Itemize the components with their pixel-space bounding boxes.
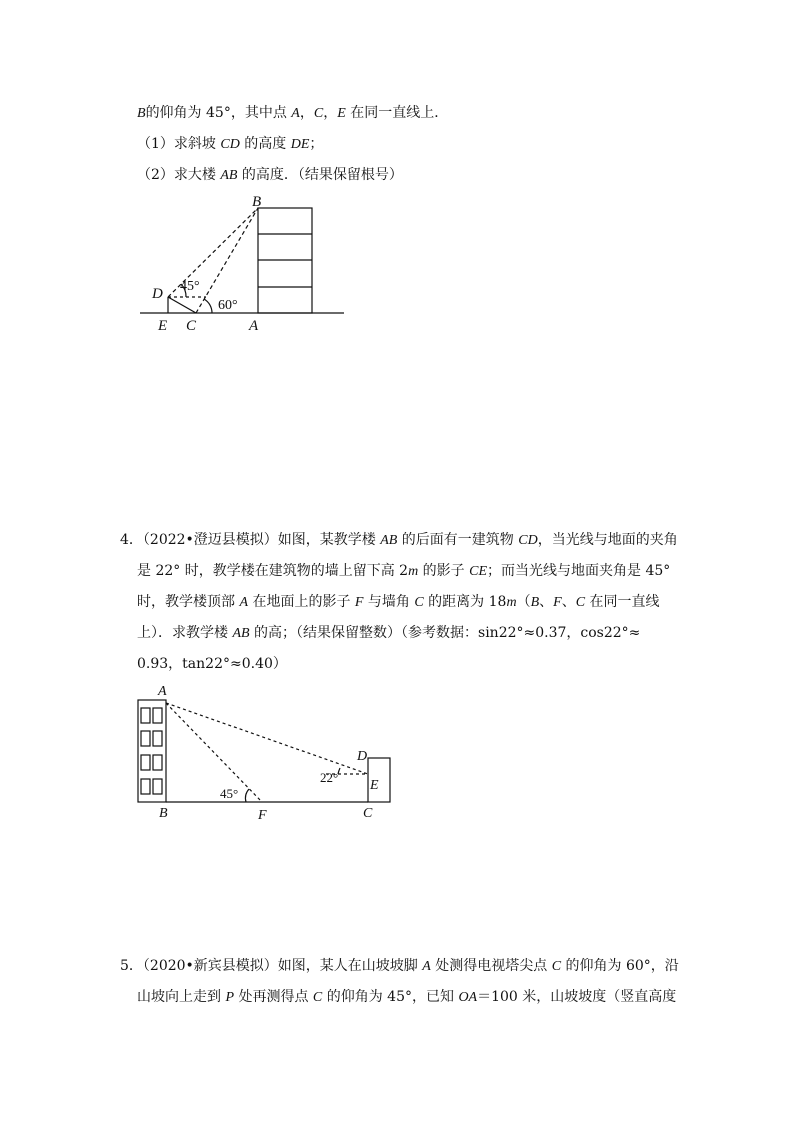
p3-angle-60-label: 60°: [218, 298, 238, 313]
p4-label-f: F: [258, 808, 267, 823]
p4-angle-45-arc: [245, 789, 249, 802]
p3-slope-cd: [168, 297, 196, 313]
p3-figure: [0, 0, 794, 360]
p4-text-line5: 0.93，tan22°≈0.40）: [137, 656, 287, 672]
p3-angle-60-arc: [204, 299, 212, 313]
p4-angle-22-label: 22°: [320, 770, 339, 785]
p5-text-line2: 山坡向上走到 P 处再测得点 C 的仰角为 45°，已知 OA＝100 米，山坡坡度（竖直高度: [137, 989, 677, 1005]
p4-label-e: E: [370, 778, 379, 793]
p4-figure: [0, 670, 794, 830]
p4-light-ae: [166, 703, 368, 774]
p4-angle-45-label: 45°: [220, 786, 239, 801]
p3-question-2: （2）求大楼 AB 的高度．（结果保留根号）: [137, 167, 403, 183]
p4-label-c: C: [363, 806, 373, 821]
p4-text-line4: 上）．求教学楼 AB 的高；（结果保留整数）（参考数据：sin22°≈0.37，cos22°≈: [137, 625, 641, 641]
p3-label-b: B: [252, 194, 262, 210]
p3-label-c: C: [186, 318, 197, 334]
p5-text-line1: 5．（2020•新宾县模拟）如图，某人在山坡坡脚 A 处测得电视塔尖点 C 的仰角为 60°，沿: [120, 958, 679, 974]
p3-question-1: （1）求斜坡 CD 的高度 DE；: [137, 136, 324, 152]
p4-text-line1: 4．（2022•澄迈县模拟）如图，某教学楼 AB 的后面有一建筑物 CD，当光线与地面的夹角: [120, 532, 678, 548]
p4-text-line3: 时，教学楼顶部 A 在地面上的影子 F 与墙角 C 的距离为 18m（B、F、C 在同一直线: [137, 594, 660, 610]
p3-text-line1: B的仰角为 45°，其中点 A，C，E 在同一直线上．: [137, 105, 449, 121]
p3-label-d: D: [152, 286, 163, 302]
p4-label-a: A: [158, 684, 167, 699]
p3-label-e: E: [158, 318, 168, 334]
p4-angle-22-arc: [338, 768, 340, 774]
p4-label-b: B: [159, 806, 168, 821]
p4-label-d: D: [357, 749, 368, 764]
p3-angle-45-label: 45°: [180, 279, 200, 294]
p4-light-af: [166, 703, 262, 802]
p3-label-a: A: [249, 318, 259, 334]
p4-text-line2: 是 22° 时，教学楼在建筑物的墙上留下高 2m 的影子 CE；而当光线与地面夹角是 45°: [137, 563, 671, 579]
